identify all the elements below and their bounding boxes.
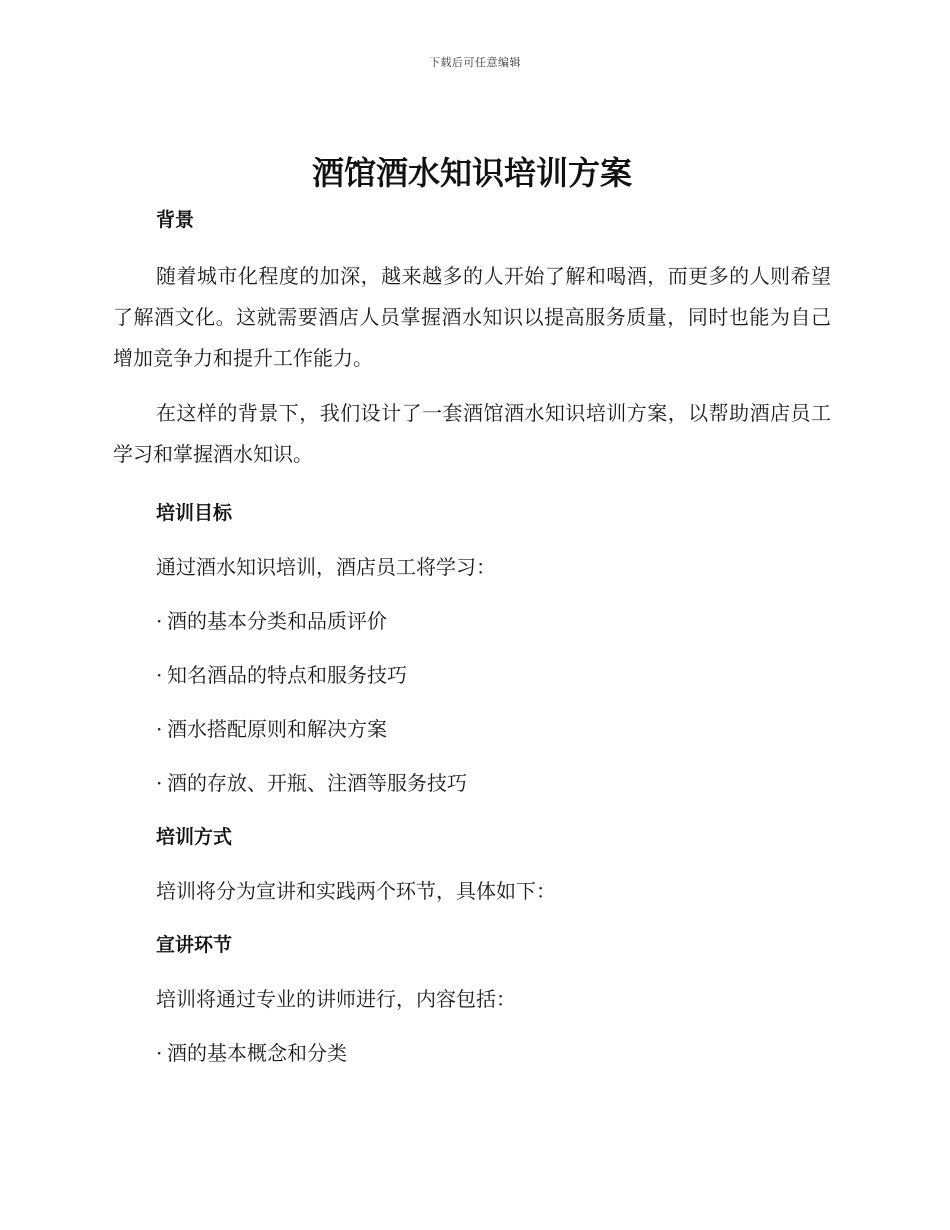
list-item-text: 酒的基本分类和品质评价 bbox=[167, 609, 387, 633]
list-item bbox=[113, 660, 831, 690]
list-item bbox=[113, 714, 831, 744]
list-item-text: 酒水搭配原则和解决方案 bbox=[167, 717, 387, 741]
method-intro: 培训将分为宣讲和实践两个环节，具体如下： bbox=[156, 879, 556, 903]
bullet-dot-icon: · bbox=[156, 609, 163, 633]
background-paragraph-1: 随着城市化程度的加深，越来越多的人开始了解和喝酒，而更多的人则希望了解酒文化。这就需要酒店人员掌握酒水知识以提高服务质量，同时也能为自己增加竞争力和提升工作能力。 bbox=[113, 264, 831, 370]
list-item-text: 酒的存放、开瓶、注酒等服务技巧 bbox=[167, 771, 467, 795]
bullet-dot-icon: · bbox=[156, 771, 163, 795]
list-item bbox=[113, 606, 831, 636]
bullet-dot-icon: · bbox=[156, 663, 163, 687]
heading-method: 培训方式 bbox=[156, 826, 233, 848]
list-item bbox=[113, 1038, 831, 1068]
list-item bbox=[113, 768, 831, 798]
lecture-list bbox=[113, 1038, 831, 1068]
goals-list bbox=[113, 606, 831, 798]
bullet-dot-icon: · bbox=[156, 1041, 163, 1065]
background-paragraph-2: 在这样的背景下，我们设计了一套酒馆酒水知识培训方案，以帮助酒店员工学习和掌握酒水知识。 bbox=[113, 401, 831, 466]
heading-lecture: 宣讲环节 bbox=[156, 934, 233, 956]
bullet-dot-icon: · bbox=[156, 717, 163, 741]
goals-intro: 通过酒水知识培训，酒店员工将学习： bbox=[156, 555, 496, 579]
document-body bbox=[113, 150, 831, 1068]
document-title: 酒馆酒水知识培训方案 bbox=[311, 154, 632, 192]
list-item-text: 知名酒品的特点和服务技巧 bbox=[167, 663, 407, 687]
list-item-text: 酒的基本概念和分类 bbox=[167, 1041, 347, 1065]
lecture-intro: 培训将通过专业的讲师进行，内容包括： bbox=[156, 987, 516, 1011]
heading-background: 背景 bbox=[156, 209, 195, 231]
heading-goals: 培训目标 bbox=[156, 502, 233, 524]
header-note: 下载后可任意编辑 bbox=[429, 56, 521, 69]
